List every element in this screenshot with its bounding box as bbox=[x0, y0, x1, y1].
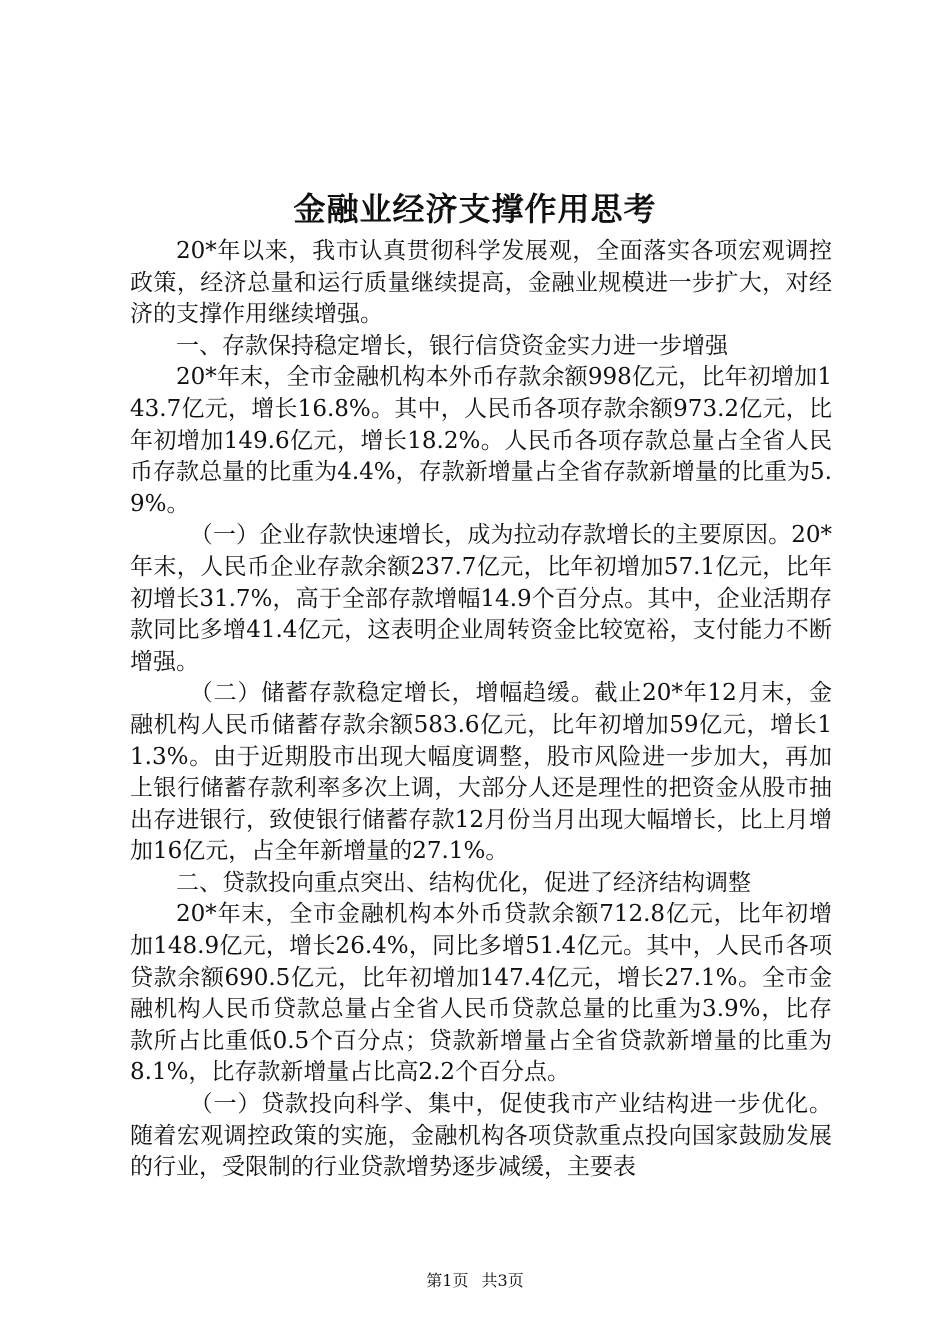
page-footer bbox=[0, 1270, 950, 1292]
page-total: 共3页 bbox=[481, 1271, 524, 1290]
paragraph-savings-deposits: （二）储蓄存款稳定增长，增幅趋缓。截止20*年12月末，金融机构人民币储蓄存款余额583.6亿元，比年初增加59亿元，增长11.3%。由于近期股市出现大幅度调整，股市风险进一步加大，再加上银行储蓄存款利率多次上调，大部分人还是理性的把资金从股市抽出存进银行，致使银行储蓄存款12月份当月出现大幅增长，比上月增加16亿元，占全年新增量的27.1%。 bbox=[130, 680, 832, 865]
document-body bbox=[130, 236, 832, 1184]
paragraph-loans: 20*年末，全市金融机构本外币贷款余额712.8亿元，比年初增加148.9亿元，增长26.4%，同比多增51.4亿元。其中，人民币各项贷款余额690.5亿元，比年初增加147.4亿元，增长27.1%。全市金融机构人民币贷款总量占全省人民币贷款总量的比重为3.9%，比存款所占比重低0.5个百分点；贷款新增量占全省贷款新增量的比重为8.1%，比存款新增量占比高2.2个百分点。 bbox=[130, 901, 832, 1086]
paragraph-enterprise-deposits: （一）企业存款快速增长，成为拉动存款增长的主要原因。20*年末，人民币企业存款余额237.7亿元，比年初增加57.1亿元，比年初增长31.7%，高于全部存款增幅14.9个百分点。其中，企业活期存款同比多增41.4亿元，这表明企业周转资金比较宽裕，支付能力不断增强。 bbox=[130, 522, 832, 675]
paragraph-intro: 20*年以来，我市认真贯彻科学发展观，全面落实各项宏观调控政策，经济总量和运行质量继续提高，金融业规模进一步扩大，对经济的支撑作用继续增强。 bbox=[130, 238, 832, 328]
paragraph-deposits: 20*年末，全市金融机构本外币存款余额998亿元，比年初增加143.7亿元，增长16.8%。其中，人民币各项存款余额973.2亿元，比年初增加149.6亿元，增长18.2%。人民币各项存款总量占全省人民币存款总量的比重为4.4%，存款新增量占全省存款新增量的比重为5.9%。 bbox=[130, 364, 832, 517]
paragraph-loan-allocation: （一）贷款投向科学、集中，促使我市产业结构进一步优化。随着宏观调控政策的实施，金融机构各项贷款重点投向国家鼓励发展的行业，受限制的行业贷款增势逐步减缓，主要表 bbox=[130, 1091, 832, 1181]
section-heading-loans: 二、贷款投向重点突出、结构优化，促进了经济结构调整 bbox=[176, 869, 751, 896]
section-heading-deposits: 一、存款保持稳定增长，银行信贷资金实力进一步增强 bbox=[176, 332, 728, 359]
page-number: 第1页 bbox=[426, 1271, 469, 1290]
document-title: 金融业经济支撑作用思考 bbox=[293, 190, 657, 228]
